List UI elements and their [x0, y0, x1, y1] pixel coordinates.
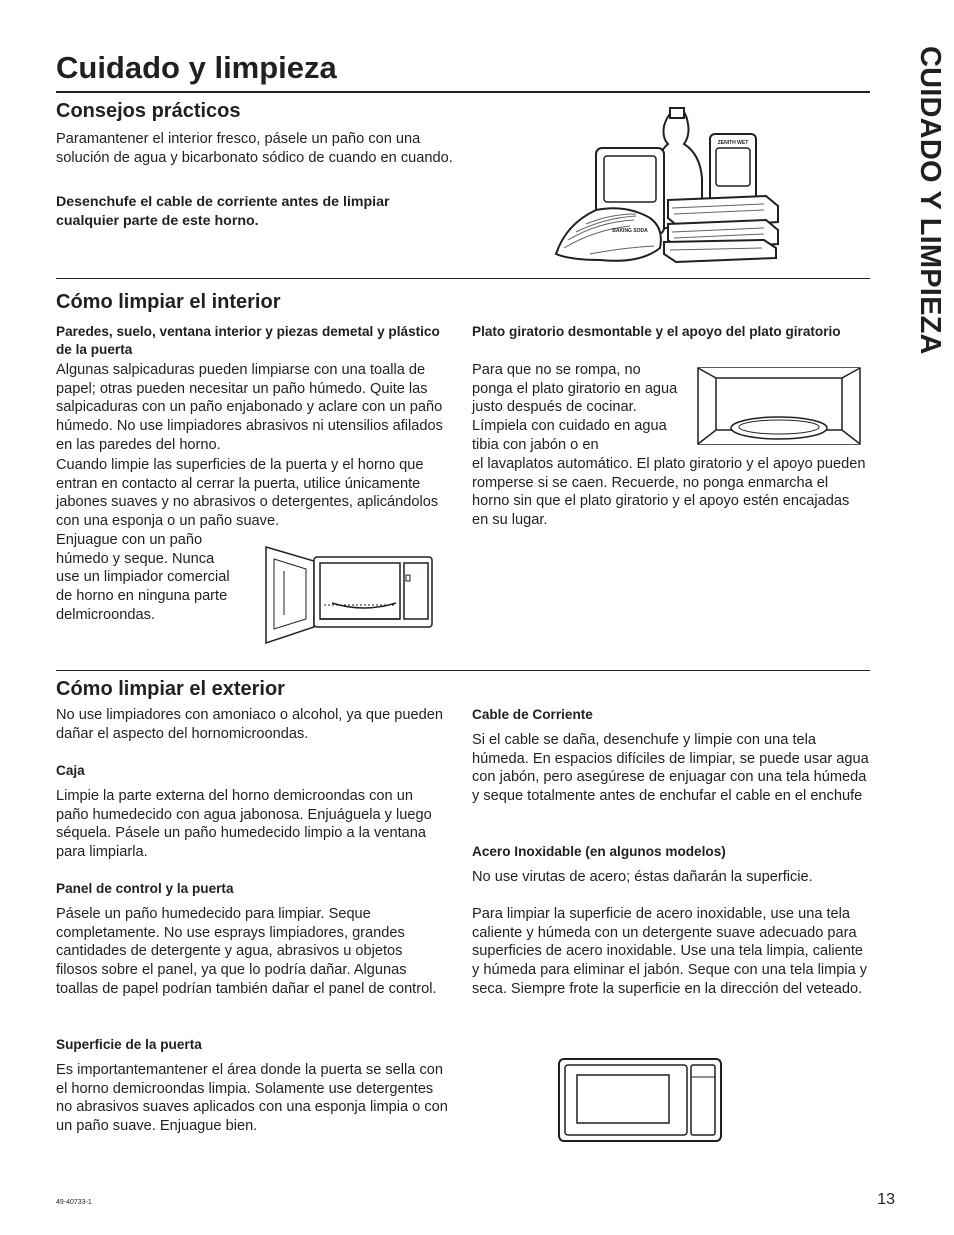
- section-divider: [56, 670, 870, 671]
- microwave-open-door-icon: [264, 545, 436, 645]
- case-subheading: Caja: [56, 763, 85, 778]
- cleaning-supplies-icon: [550, 104, 790, 264]
- box-label-left: BAKING SODA: [612, 228, 648, 234]
- tips-paragraph: Paramantener el interior fresco, pásele un paño con una solución de agua y bicarbonato sódico de cuando en cuando.: [56, 131, 453, 166]
- closed-microwave-illustration: [557, 1057, 723, 1143]
- panel-paragraph: Pásele un paño humedecido para limpiar. Seque completamente. No use esprays limpiadores, grandes cantidades de detergente y agua, abrasivos u objetos filosos sobre el panel, ya que lo podría dañar. Algunas toallas de papel podrían también dañar el panel de control.: [56, 906, 437, 997]
- cord-subheading: Cable de Corriente: [472, 707, 593, 722]
- page-number: 13: [877, 1191, 895, 1208]
- walls-paragraph-3: Enjuague con un paño húmedo y seque. Nunca use un limpiador comercial de horno en ninguna parte delmicroondas.: [56, 532, 230, 623]
- section-divider: [56, 278, 870, 279]
- steel-paragraph-1: No use virutas de acero; éstas dañarán la superficie.: [472, 869, 813, 885]
- turntable-icon: [696, 366, 862, 446]
- panel-subheading: Panel de control y la puerta: [56, 881, 234, 896]
- turntable-paragraph-2: el lavaplatos automático. El plato giratorio y el apoyo pueden romperse si se caen. Recuerde, no ponga enmarcha el horno sin que el plato giratorio y el apoyo estén encajadas en su lugar.: [472, 456, 866, 529]
- turntable-paragraph-1: Para que no se rompa, no ponga el plato giratorio en agua justo después de cocinar. Límpiela con cuidado en agua tibia con jabón o en: [472, 362, 678, 453]
- cord-paragraph: Si el cable se daña, desenchufe y limpie con una tela húmeda. En espacios difíciles de limpiar, se puede usar agua con jabón, pero asegúrese de enjuagar con una tela húmeda y seque totalmente antes de enchufar el cable en el enchufe: [472, 732, 869, 805]
- microwave-closed-icon: [557, 1057, 723, 1143]
- exterior-intro: No use limpiadores con amoniaco o alcohol, ya que pueden dañar el aspecto del hornomicroondas.: [56, 707, 443, 742]
- box-label-right: ZENITH WET: [717, 140, 749, 146]
- tips-heading: Consejos prácticos: [56, 100, 241, 122]
- open-microwave-illustration: [264, 545, 436, 645]
- page-title: Cuidado y limpieza: [56, 50, 337, 85]
- interior-heading: Cómo limpiar el interior: [56, 291, 281, 313]
- walls-paragraph-1: Algunas salpicaduras pueden limpiarse con una toalla de papel; otras pueden necesitar un paño húmedo. Quite las salpicaduras con un paño enjabonado y aclare con un paño húmedo. No use limpiadores abrasivos ni utensilios afilados en las paredes del horno.: [56, 362, 443, 453]
- cleaning-supplies-illustration: [550, 104, 790, 264]
- turntable-illustration: [696, 366, 862, 446]
- door-paragraph: Es importantemantener el área donde la puerta se sella con el horno demicroondas limpia. Solamente use detergentes no abrasivos suaves aplicados con una esponja limpia o con un paño suave. Enjuague bien.: [56, 1062, 448, 1135]
- steel-paragraph-2: Para limpiar la superficie de acero inoxidable, use una tela caliente y húmeda con un detergente suave adecuado para superficies de acero inoxidable. Use una tela limpia, caliente y húmeda para eliminar el jabón. Seque con una tela limpia y seca. Siempre frote la superficie en la dirección del veteado.: [472, 906, 868, 997]
- door-subheading: Superficie de la puerta: [56, 1037, 202, 1052]
- walls-subheading: Paredes, suelo, ventana interior y piezas demetal y plástico de la puerta: [56, 324, 440, 358]
- side-section-tab: CUIDADO Y LIMPIEZA: [914, 46, 946, 355]
- exterior-heading: Cómo limpiar el exterior: [56, 678, 285, 700]
- document-code: 49-40733-1: [56, 1199, 92, 1206]
- steel-subheading: Acero Inoxidable (en algunos modelos): [472, 844, 726, 859]
- case-paragraph: Limpie la parte externa del horno demicroondas con un paño humedecido con agua jabonosa. Enjuáguela y luego séquela. Pásele un paño humedecido limpio a la ventana para limpiarla.: [56, 788, 432, 861]
- title-rule: [56, 91, 870, 93]
- tips-warning: Desenchufe el cable de corriente antes de limpiar cualquier parte de este horno.: [56, 194, 390, 229]
- walls-paragraph-2: Cuando limpie las superficies de la puerta y el horno que entran en contacto al cerrar la puerta, utilice únicamente jabones suaves y no abrasivos o detergentes, aplicándolos con una esponja o un paño suave.: [56, 457, 439, 530]
- turntable-subheading: Plato giratorio desmontable y el apoyo del plato giratorio: [472, 324, 841, 339]
